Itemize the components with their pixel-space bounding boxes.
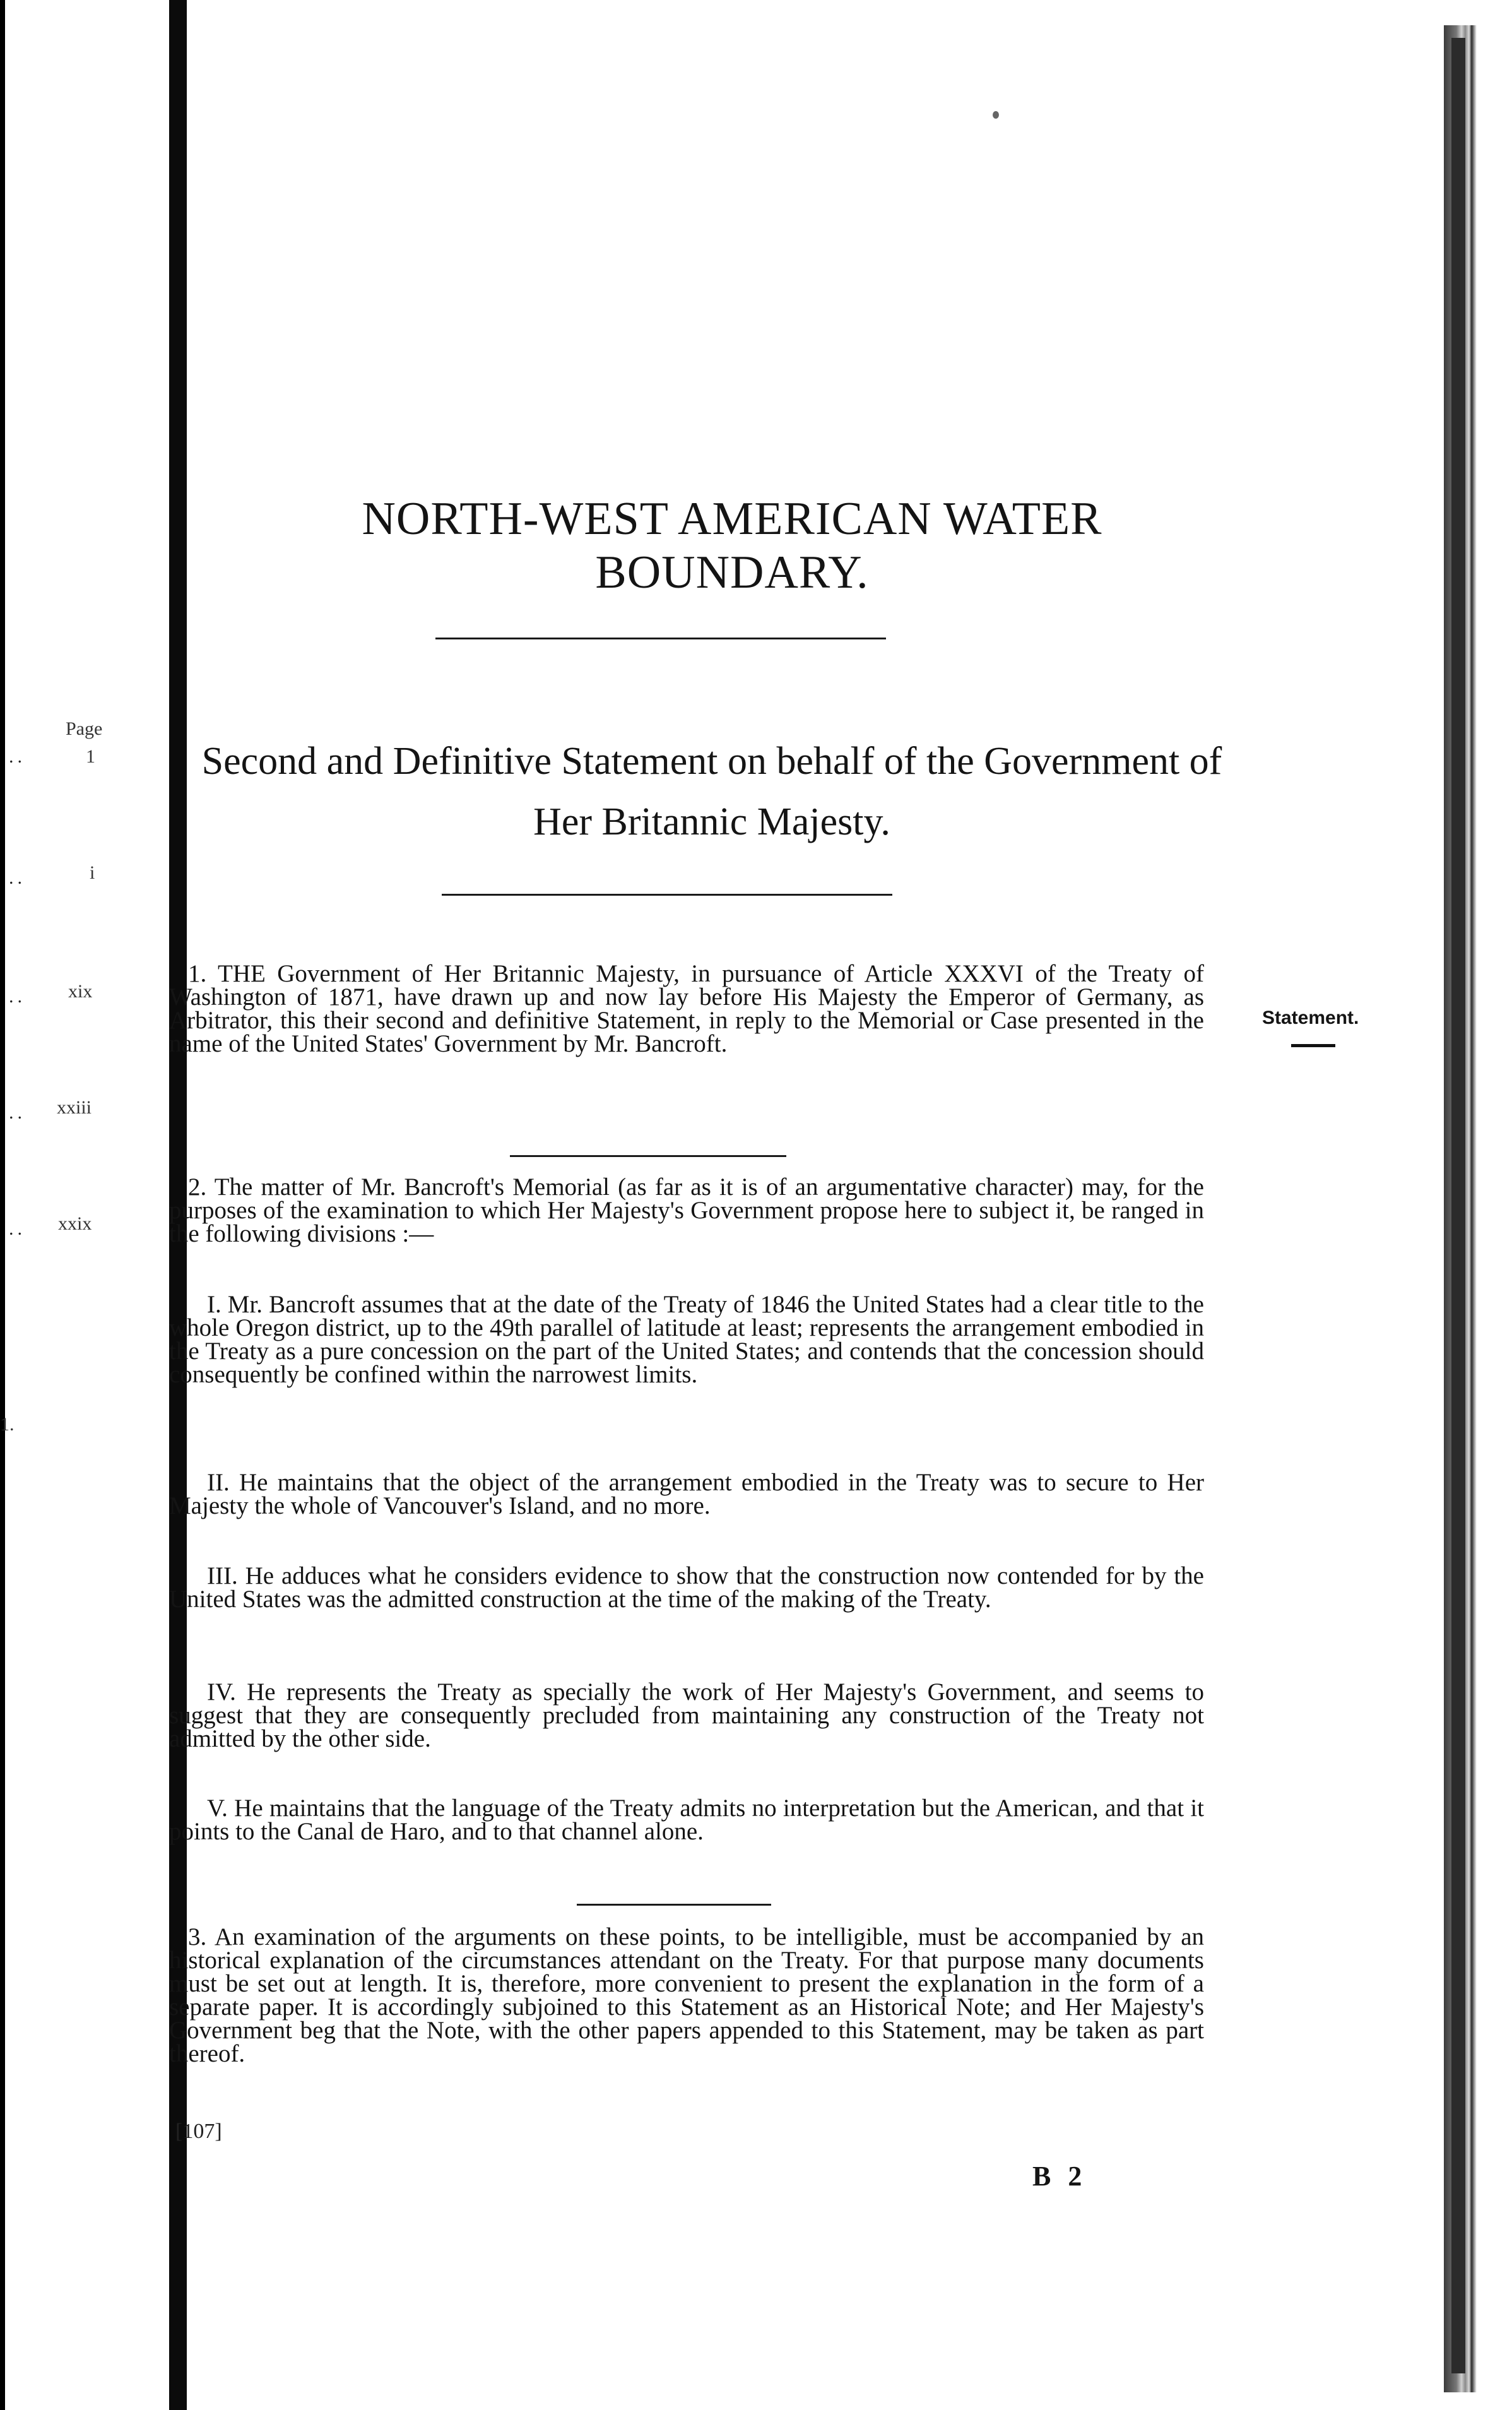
division-IV: IV. He represents the Treaty as specially the work of Her Majesty's Government, and seems to suggest that they are consequently precluded from maintaining any construction of the Treaty not admitted by the other side. [169,1678,1204,1752]
margin-page-number: i [90,862,95,883]
margin-dots: .. [9,1218,26,1239]
title-rule [435,638,886,639]
division-I: I. Mr. Bancroft assumes that at the date of the Treaty of 1846 the United States had a clear title to the whole Oregon district, up to the 49th parallel of latitude at least; represents the arrangement embodied in the Treaty as a pure concession on the part of the United States; and contends that the concession should consequently be confined within the narrowest limits. [169,1291,1204,1388]
division-III: III. He adduces what he considers evidence to show that the construction now contended for by the United States was the admitted construction at the time of the making of the Treaty. [169,1562,1204,1613]
margin-page-number: xxiii [57,1097,92,1118]
heading-line-1: Second and Definitive Statement on behalf of the Government of [201,740,1222,783]
print-code: [107] [175,2120,222,2143]
paragraph-3: 3. An examination of the arguments on these points, to be intelligible, must be accompanied by an historical explanation of the circumstances attendant on the Treaty. For that purpose many documents must be set out at length. It is, therefore, more convenient to present the explanation in the form of a separate paper. It is accordingly subjoined to this Statement as an Historical Note; and Her Majesty's Government beg that the Note, with the other papers appended to this Statement, may be taken as part thereof. [169,1923,1204,2067]
margin-note-rule [1291,1044,1335,1047]
margin-note: Statement. [1262,1007,1359,1028]
heading-rule [442,894,892,896]
paragraph-1: 1. THE Government of Her Britannic Majesty, in pursuance of Article XXXVI of the Treaty of Washington of 1871, have drawn up and now lay before His Majesty the Emperor of Germany, as Arbitrator, this their second and definitive Statement, in reply to the Memorial or Case presented in the name of the United States' Government by Mr. Bancroft. [169,960,1204,1057]
division-II: II. He maintains that the object of the arrangement embodied in the Treaty was to secure to Her Majesty the whole of Vancouver's Island, and no more. [169,1469,1204,1519]
margin-dots: .. [9,986,26,1007]
margin-page-label: Page [66,718,103,739]
margin-dots: .. [9,746,26,767]
margin-page-number: xxix [58,1213,92,1234]
section-rule [510,1155,786,1157]
statement-heading [169,731,1255,852]
margin-dots: .. [9,1102,26,1123]
section-rule [577,1904,771,1906]
division-V: V. He maintains that the language of the Treaty admits no interpretation but the American, and that it points to the Canal de Haro, and to that channel alone. [169,1795,1204,1845]
page-stack-edge [1451,38,1465,2373]
margin-page-number: 1 [86,746,95,767]
heading-line-2: Her Britannic Majesty. [533,800,890,843]
paper-speck [993,111,999,119]
signature-mark: B 2 [1032,2161,1087,2192]
margin-dots: .. [9,867,26,888]
facing-page-margin [0,0,164,2410]
document-title: NORTH-WEST AMERICAN WATER BOUNDARY. [362,493,1102,598]
paragraph-2: 2. The matter of Mr. Bancroft's Memorial (as far as it is of an argumentative character) may, for the purposes of the examination to which Her Majesty's Government propose here to subject it, be ranged in the following divisions :— [169,1173,1204,1247]
margin-stray-text: 1. [0,1414,15,1435]
margin-page-number: xix [68,981,93,1002]
